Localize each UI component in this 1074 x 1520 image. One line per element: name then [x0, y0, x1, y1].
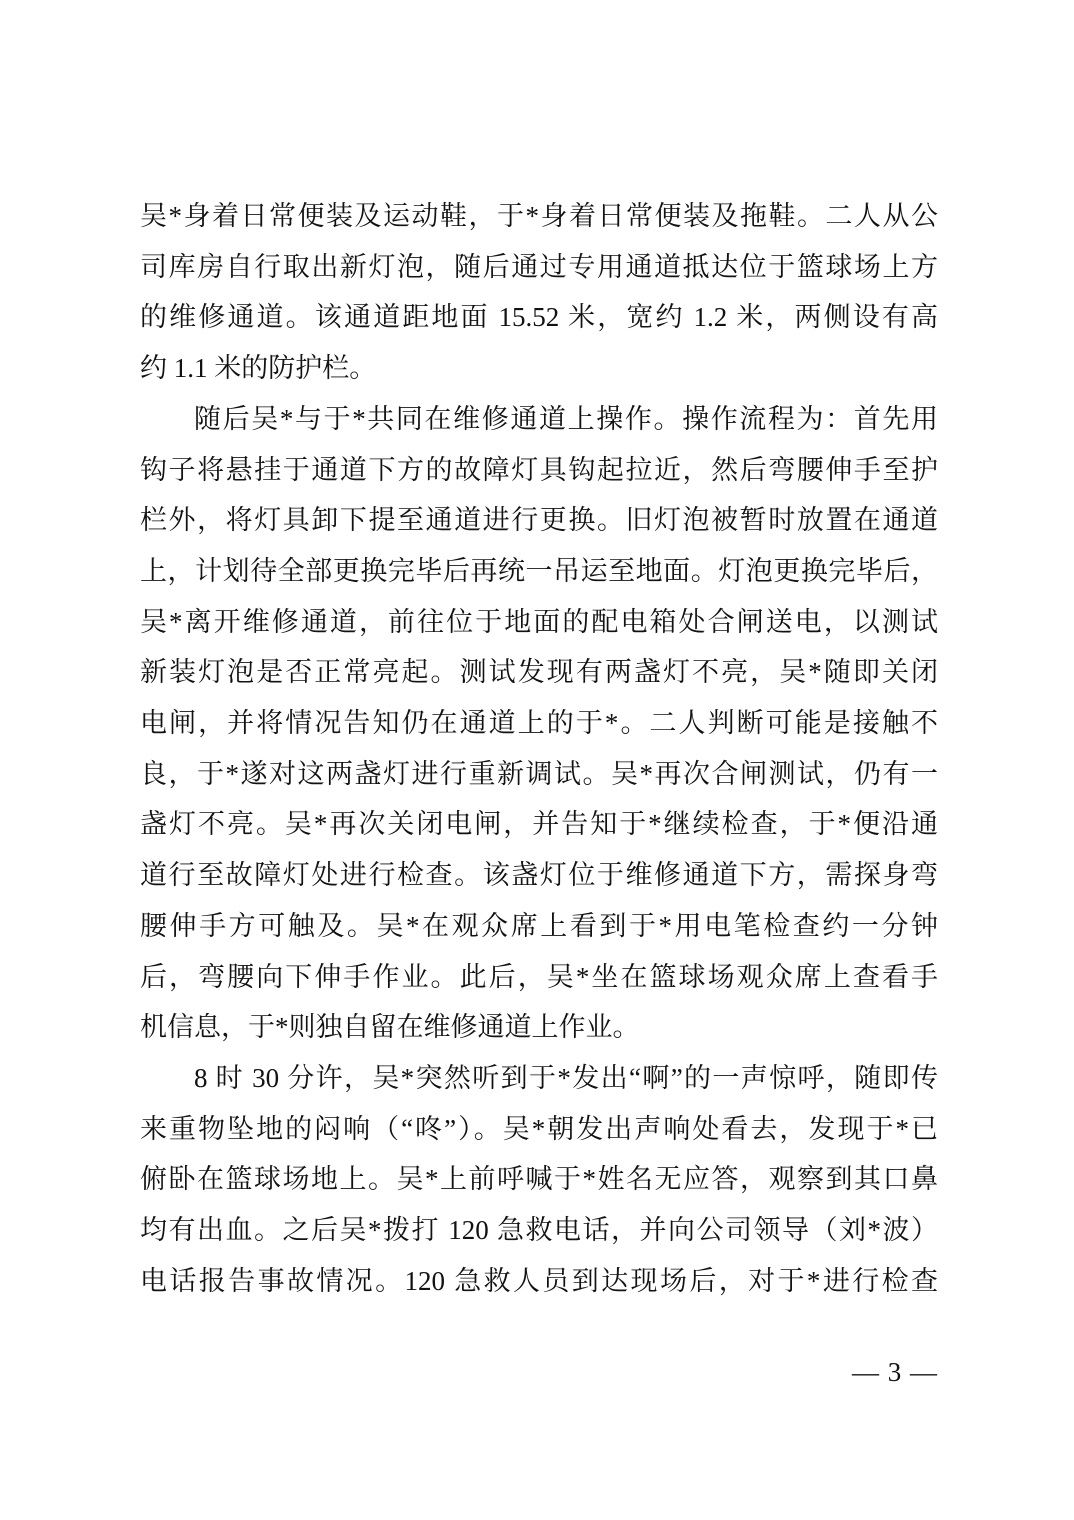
text-line: 上，计划待全部更换完毕后再统一吊运至地面。灯泡更换完毕后，	[140, 555, 938, 586]
text-line: 机信息，于*则独自留在维修通道上作业。	[140, 1012, 640, 1043]
text-line: 后，弯腰向下伸手作业。此后，吴*坐在篮球场观众席上查看手	[140, 961, 938, 992]
text-line: 随后吴*与于*共同在维修通道上操作。操作流程为：首先用	[194, 403, 938, 434]
paragraph	[140, 394, 938, 1053]
text-line: 腰伸手方可触及。吴*在观众席上看到于*用电笔检查约一分钟	[140, 910, 938, 941]
text-line: 俯卧在篮球场地上。吴*上前呼喊于*姓名无应答，观察到其口鼻	[140, 1164, 938, 1195]
text-line: 盏灯不亮。吴*再次关闭电闸，并告知于*继续检查，于*便沿通	[140, 809, 938, 840]
text-line: 吴*身着日常便装及运动鞋，于*身着日常便装及拖鞋。二人从公	[140, 201, 938, 231]
text-line: 栏外，将灯具卸下提至通道进行更换。旧灯泡被暂时放置在通道	[140, 505, 938, 536]
text-line: 均有出血。之后吴*拨打 120 急救电话，并向公司领导（刘*波）	[140, 1215, 938, 1246]
text-line: 吴*离开维修通道，前往位于地面的配电箱处合闸送电，以测试	[140, 606, 938, 637]
paragraph	[140, 191, 938, 394]
text-line: 8 时 30 分许，吴*突然听到于*发出“啊”的一声惊呼，随即传	[194, 1062, 938, 1093]
text-line: 道行至故障灯处进行检查。该盏灯位于维修通道下方，需探身弯	[140, 860, 938, 891]
document-body	[140, 191, 938, 1306]
page-number: — 3 —	[852, 1357, 938, 1387]
text-line: 新装灯泡是否正常亮起。测试发现有两盏灯不亮，吴*随即关闭	[140, 657, 938, 688]
text-line: 的维修通道。该通道距地面 15.52 米，宽约 1.2 米，两侧设有高	[140, 302, 938, 333]
text-line: 电闸，并将情况告知仍在通道上的于*。二人判断可能是接触不	[140, 708, 938, 739]
paragraph	[140, 1053, 938, 1307]
text-line: 约 1.1 米的防护栏。	[140, 353, 377, 384]
text-line: 良，于*遂对这两盏灯进行重新调试。吴*再次合闸测试，仍有一	[140, 758, 938, 789]
text-line: 来重物坠地的闷响（“咚”）。吴*朝发出声响处看去，发现于*已	[140, 1113, 938, 1144]
text-line: 钩子将悬挂于通道下方的故障灯具钩起拉近，然后弯腰伸手至护	[140, 454, 938, 485]
text-line: 司库房自行取出新灯泡，随后通过专用通道抵达位于篮球场上方	[140, 251, 938, 282]
text-line: 电话报告事故情况。120 急救人员到达现场后，对于*进行检查	[140, 1265, 938, 1296]
